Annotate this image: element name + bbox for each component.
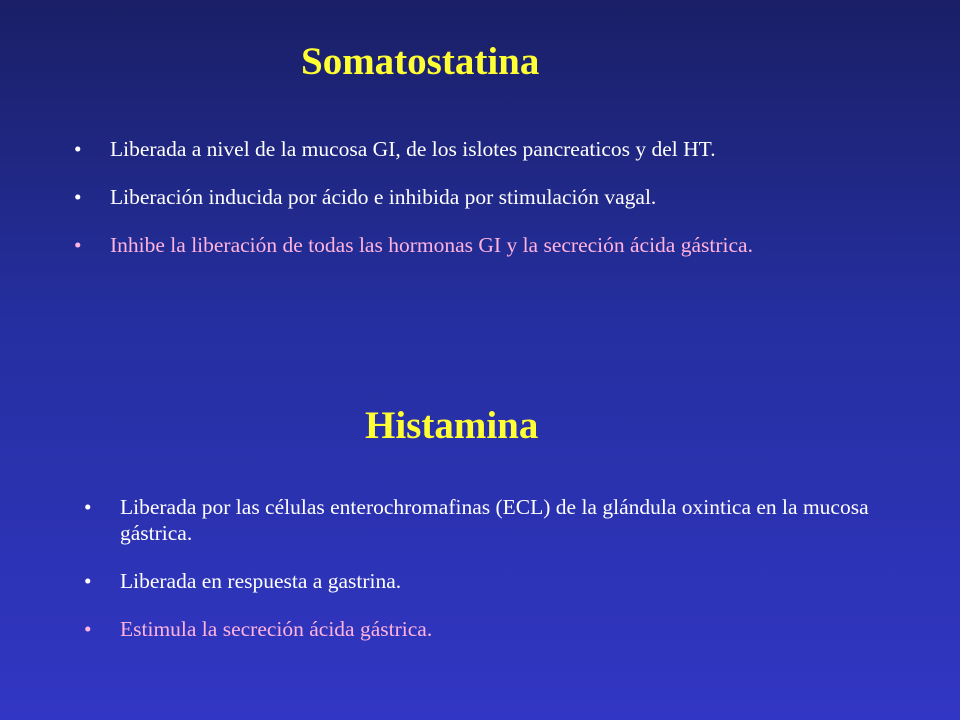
bullet-item (74, 184, 934, 210)
section-title-histamina: Histamina (365, 404, 539, 447)
bullet-text: Liberación inducida por ácido e inhibida por stimulación vagal. (110, 185, 657, 209)
bullet-text: Liberada en respuesta a gastrina. (120, 569, 402, 593)
bullet-text: Estimula la secreción ácida gástrica. (120, 617, 433, 641)
bullet-dot: • (74, 185, 82, 209)
bullet-list-somatostatina (74, 136, 934, 280)
bullet-text: Liberada a nivel de la mucosa GI, de los islotes pancreaticos y del HT. (110, 137, 716, 161)
bullet-dot: • (84, 495, 92, 519)
section-title-somatostatina: Somatostatina (301, 40, 540, 83)
bullet-item-highlight (84, 616, 934, 642)
bullet-dot: • (84, 569, 92, 593)
bullet-item-highlight (74, 232, 934, 258)
bullet-dot: • (74, 233, 82, 257)
bullet-dot: • (74, 137, 82, 161)
bullet-item (74, 136, 934, 162)
bullet-dot: • (84, 617, 92, 641)
bullet-text: Inhibe la liberación de todas las hormonas GI y la secreción ácida gástrica. (110, 233, 753, 257)
bullet-text: Liberada por las células enterochromafinas (ECL) de la glándula oxintica en la mucosa gástrica. (120, 495, 869, 545)
bullet-item (84, 494, 934, 546)
bullet-item (84, 568, 934, 594)
bullet-list-histamina (84, 494, 934, 664)
